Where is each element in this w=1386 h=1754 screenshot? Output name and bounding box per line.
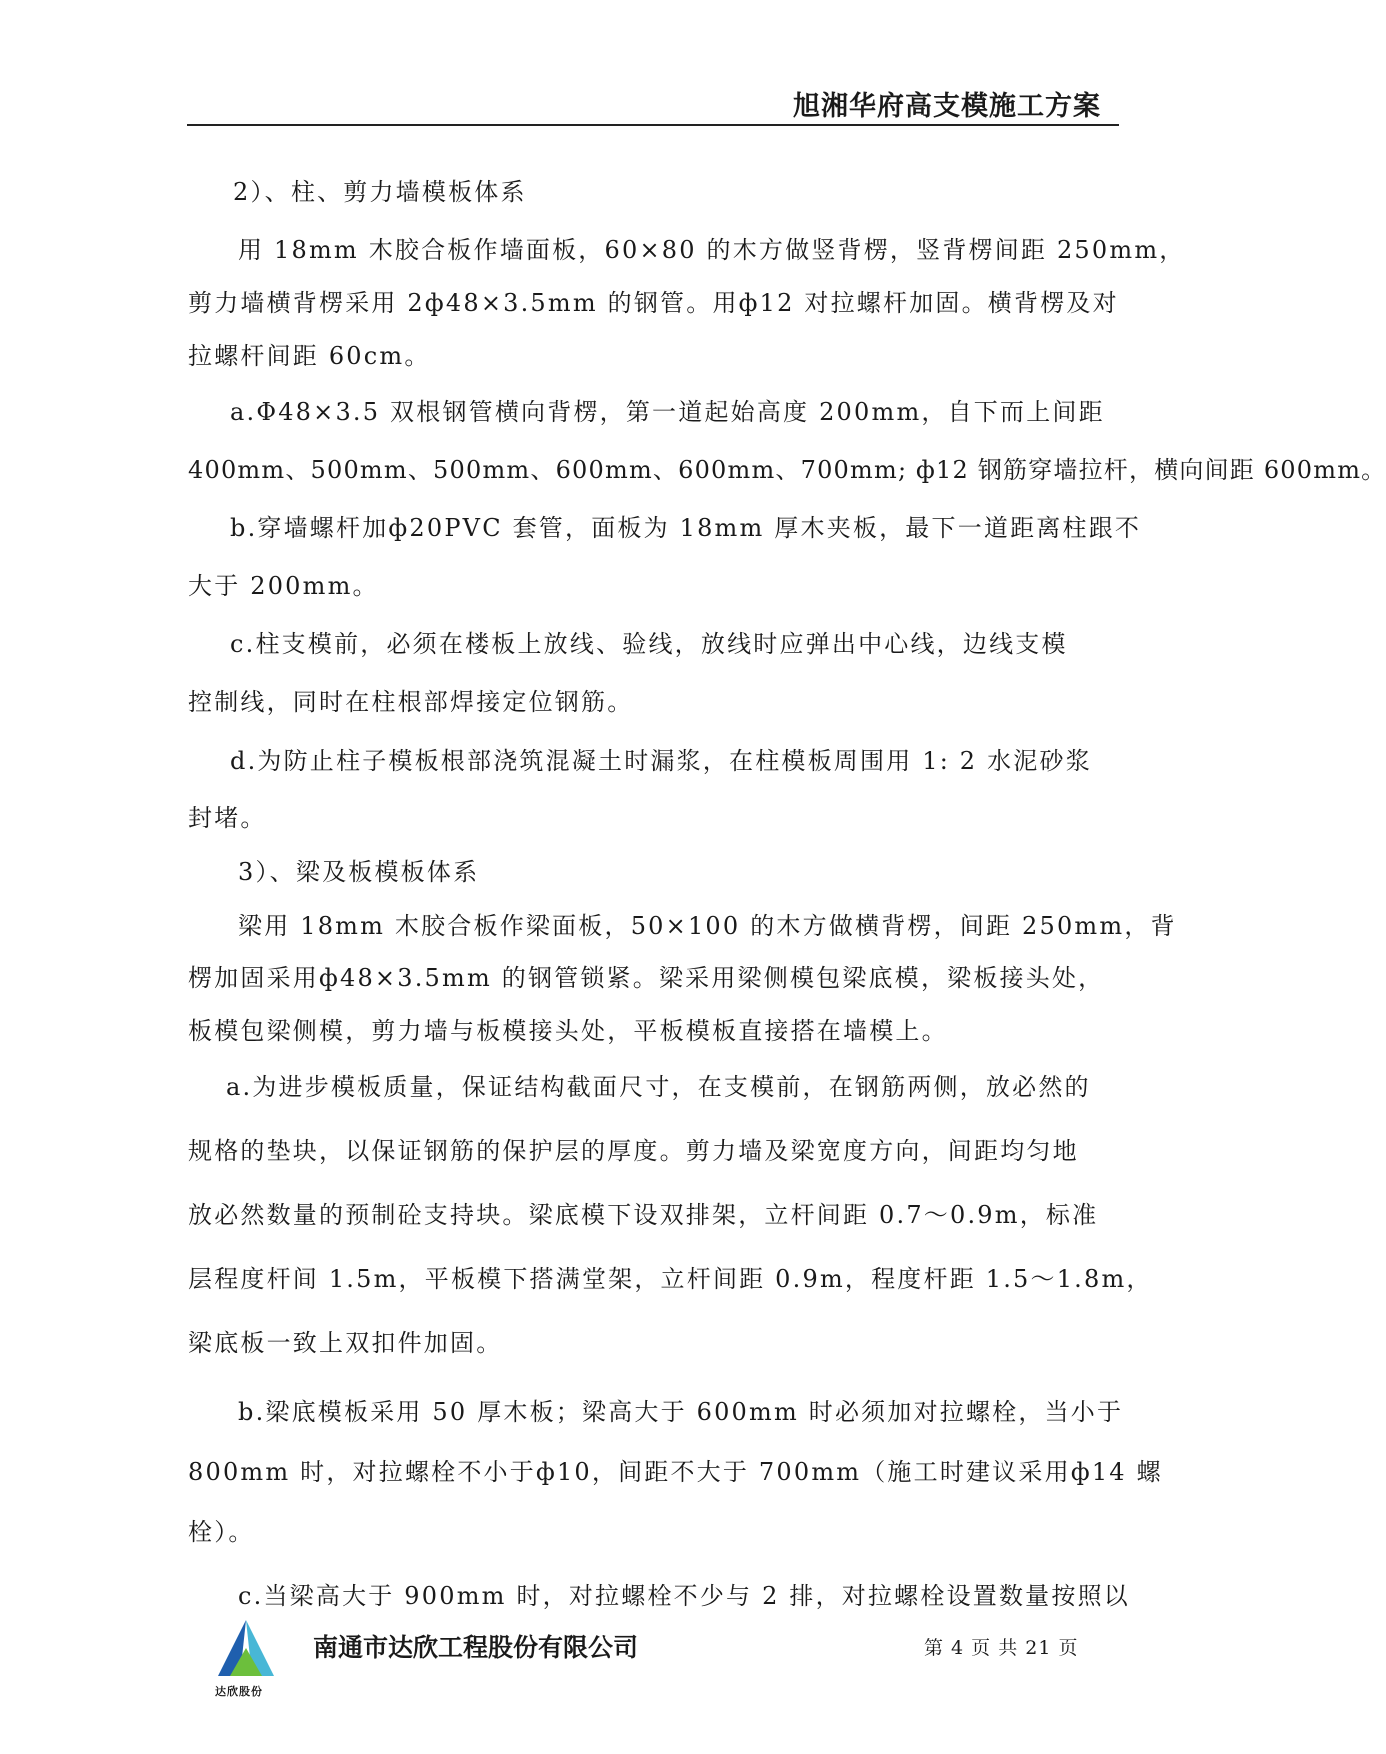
paragraph-line: 400mm、500mm、500mm、600mm、600mm、700mm; ф12 钢筋穿墙拉杆，横向间距 600mm。 — [188, 456, 1386, 484]
paragraph-line: b.梁底模板采用 50 厚木板；梁高大于 600mm 时必须加对拉螺栓，当小于 — [238, 1398, 1124, 1426]
paragraph-line: 大于 200mm。 — [188, 572, 379, 600]
paragraph-line: 板模包梁侧模，剪力墙与板模接头处，平板模板直接搭在墙模上。 — [188, 1017, 948, 1045]
page-number: 第 4 页 共 21 页 — [924, 1637, 1079, 1659]
paragraph-line: d.为防止柱子模板根部浇筑混凝土时漏浆，在柱模板周围用 1: 2 水泥砂浆 — [230, 747, 1092, 775]
paragraph-line: 梁用 18mm 木胶合板作梁面板，50×100 的木方做横背楞，间距 250mm，背 — [238, 912, 1177, 940]
paragraph-line: 层程度杆间 1.5m，平板模下搭满堂架，立杆间距 0.9m，程度杆距 1.5～1.8m， — [188, 1265, 1153, 1293]
footer-company-name: 南通市达欣工程股份有限公司 — [313, 1633, 639, 1662]
paragraph-line: 封堵。 — [188, 804, 267, 832]
paragraph-line: 用 18mm 木胶合板作墙面板，60×80 的木方做竖背楞，竖背楞间距 250mm， — [238, 236, 1186, 264]
paragraph-line: 拉螺杆间距 60cm。 — [188, 342, 431, 370]
paragraph-line: 800mm 时，对拉螺栓不小于ф10，间距不大于 700mm（施工时建议采用ф14 螺 — [188, 1458, 1163, 1486]
paragraph-line: a.Φ48×3.5 双根钢管横向背楞，第一道起始高度 200mm，自下而上间距 — [230, 398, 1105, 426]
paragraph-line: c.柱支模前，必须在楼板上放线、验线，放线时应弹出中心线，边线支模 — [230, 630, 1068, 658]
page-header-title: 旭湘华府高支模施工方案 — [793, 91, 1101, 122]
paragraph-line: 控制线，同时在柱根部焊接定位钢筋。 — [188, 688, 634, 716]
paragraph-line: a.为进步模板质量，保证结构截面尺寸，在支模前，在钢筋两侧，放必然的 — [226, 1073, 1091, 1101]
section-heading: 3）、梁及板模板体系 — [238, 858, 480, 886]
paragraph-line: 楞加固采用ф48×3.5mm 的钢管锁紧。梁采用梁侧模包梁底模，梁板接头处， — [188, 964, 1105, 992]
company-logo-icon — [212, 1618, 280, 1678]
paragraph-line: 栓）。 — [188, 1518, 255, 1546]
section-heading: 2）、柱、剪力墙模板体系 — [233, 178, 527, 206]
paragraph-line: 剪力墙横背楞采用 2ф48×3.5mm 的钢管。用ф12 对拉螺杆加固。横背楞及对 — [188, 289, 1119, 317]
header-divider — [187, 124, 1119, 126]
logo-text: 达欣股份 — [215, 1685, 263, 1698]
paragraph-line: 放必然数量的预制砼支持块。梁底模下设双排架，立杆间距 0.7～0.9m，标准 — [188, 1201, 1099, 1229]
paragraph-line: c.当梁高大于 900mm 时，对拉螺栓不少与 2 排，对拉螺栓设置数量按照以 — [238, 1582, 1130, 1610]
paragraph-line: 梁底板一致上双扣件加固。 — [188, 1329, 503, 1357]
paragraph-line: b.穿墙螺杆加ф20PVC 套管，面板为 18mm 厚木夹板，最下一道距离柱跟不 — [230, 514, 1142, 542]
paragraph-line: 规格的垫块，以保证钢筋的保护层的厚度。剪力墙及梁宽度方向，间距均匀地 — [188, 1137, 1079, 1165]
